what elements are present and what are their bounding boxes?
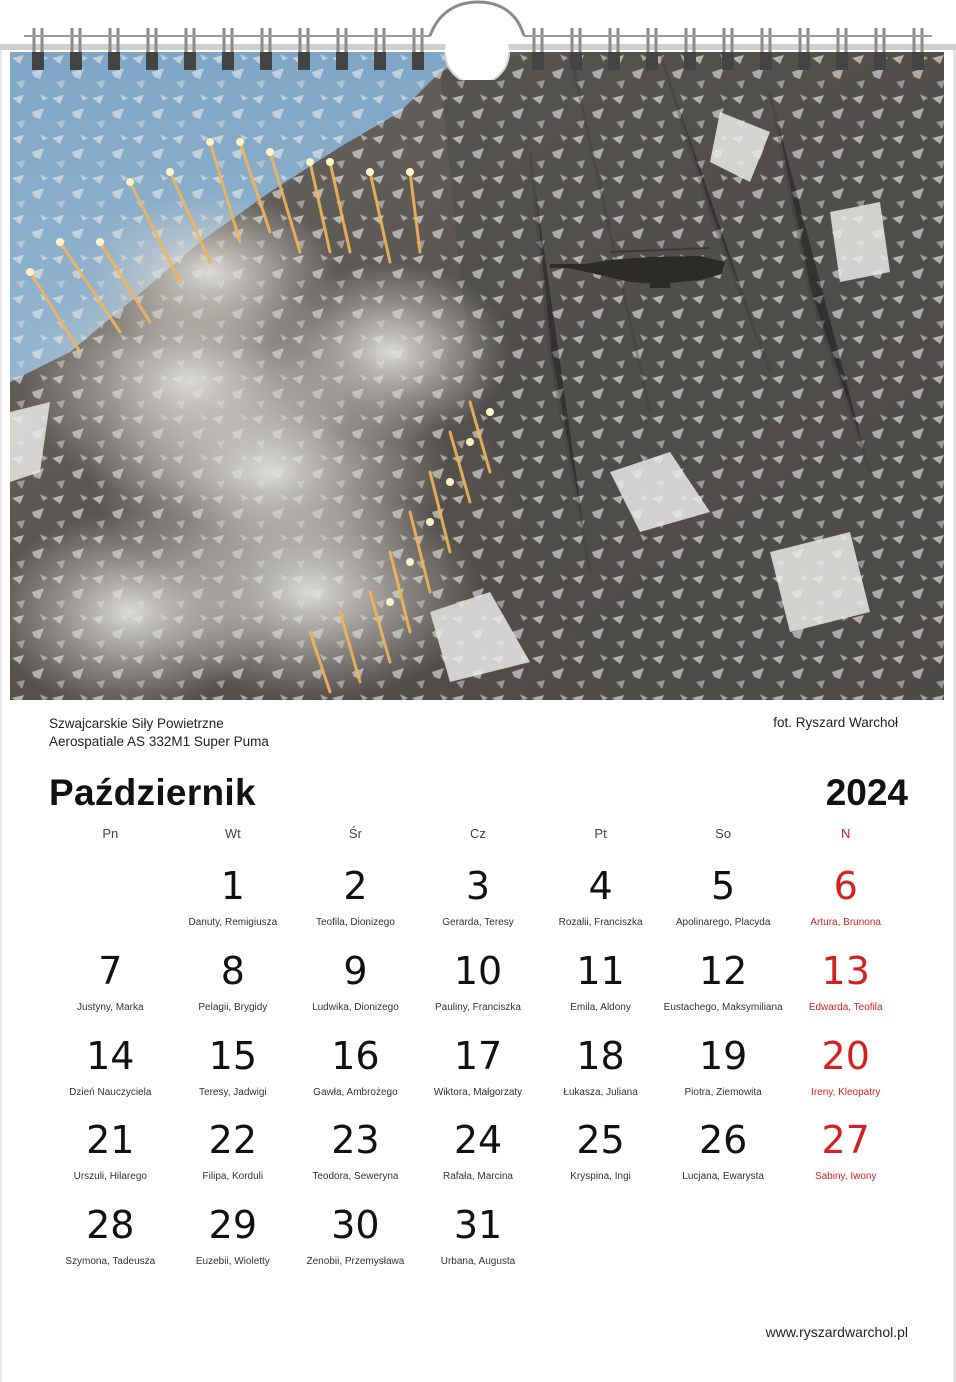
day-number: 5 bbox=[711, 864, 736, 908]
name-day-text: Rafała, Marcina bbox=[442, 1171, 513, 1183]
website-url: www.ryszardwarchol.pl bbox=[765, 1324, 908, 1340]
day-cell bbox=[417, 1116, 540, 1201]
caption-line-2: Aerospatiale AS 332M1 Super Puma bbox=[49, 734, 269, 749]
day-number: 31 bbox=[453, 1203, 503, 1248]
day-cell bbox=[662, 862, 785, 947]
day-cell bbox=[49, 1201, 172, 1286]
month-title: Październik bbox=[49, 772, 256, 813]
name-day-text: Teresy, Jadwigi bbox=[199, 1086, 267, 1098]
day-cell bbox=[784, 1032, 907, 1117]
day-number: 7 bbox=[98, 948, 123, 993]
name-day-text: Sabiny, Iwony bbox=[814, 1171, 877, 1183]
weekday-sun: N bbox=[841, 826, 851, 841]
day-cell bbox=[784, 947, 907, 1032]
name-day-text: Emila, Aldony bbox=[570, 1001, 631, 1013]
name-day-text: Teodora, Seweryna bbox=[312, 1171, 399, 1183]
name-day-text: Ludwika, Dionizego bbox=[312, 1001, 399, 1013]
day-cell bbox=[539, 1032, 662, 1117]
day-cell bbox=[417, 862, 540, 947]
day-number: 16 bbox=[331, 1033, 380, 1078]
day-cell bbox=[172, 1032, 295, 1117]
day-number: 26 bbox=[698, 1118, 748, 1163]
day-cell bbox=[294, 862, 417, 947]
day-cell bbox=[49, 1032, 172, 1117]
day-cell bbox=[662, 1032, 785, 1117]
day-cell bbox=[294, 1201, 417, 1286]
day-cell bbox=[539, 862, 662, 947]
name-day-text: Szymona, Tadeusza bbox=[65, 1256, 156, 1268]
weekday-header bbox=[49, 826, 907, 841]
day-number: 24 bbox=[453, 1118, 503, 1163]
day-number: 13 bbox=[821, 948, 870, 993]
empty-day-cell bbox=[539, 1201, 662, 1286]
day-number: 29 bbox=[208, 1203, 258, 1248]
name-day-text: Zenobii, Przemysława bbox=[306, 1256, 405, 1268]
caption-line-1: Szwajcarskie Siły Powietrzne bbox=[49, 716, 224, 731]
day-number: 2 bbox=[343, 864, 368, 908]
spiral-binding bbox=[0, 0, 956, 80]
day-cell bbox=[662, 947, 785, 1032]
day-number: 21 bbox=[86, 1118, 135, 1163]
name-day-text: Artura, Brunona bbox=[810, 917, 881, 928]
name-day-text: Piotra, Ziemowita bbox=[684, 1086, 762, 1098]
name-day-text: Gawła, Ambrożego bbox=[313, 1086, 398, 1098]
weekday-wed: Śr bbox=[348, 826, 362, 841]
day-number: 20 bbox=[821, 1033, 870, 1078]
day-number: 15 bbox=[208, 1033, 258, 1078]
weekday-tue: Wt bbox=[224, 826, 241, 841]
day-number: 23 bbox=[331, 1118, 380, 1163]
day-cell bbox=[784, 862, 907, 947]
empty-day-cell bbox=[784, 1201, 907, 1286]
name-day-text: Filipa, Korduli bbox=[202, 1171, 264, 1183]
name-day-text: Urbana, Augusta bbox=[440, 1256, 516, 1268]
name-day-text: Apolinarego, Placyda bbox=[675, 917, 771, 928]
name-day-text: Danuty, Remigiusza bbox=[188, 917, 278, 928]
day-cell bbox=[172, 1201, 295, 1286]
year-title: 2024 bbox=[825, 772, 908, 813]
name-day-text: Pelagii, Brygidy bbox=[198, 1001, 268, 1013]
day-cell bbox=[172, 862, 295, 947]
day-number: 9 bbox=[343, 948, 368, 993]
name-day-text: Kryspina, Ingi bbox=[570, 1171, 631, 1183]
day-number: 8 bbox=[220, 948, 245, 993]
name-day-text: Lucjana, Ewarysta bbox=[682, 1171, 764, 1183]
day-cell bbox=[539, 1116, 662, 1201]
photo-caption bbox=[49, 715, 269, 751]
day-number: 30 bbox=[331, 1203, 380, 1248]
day-number: 4 bbox=[588, 864, 613, 908]
name-day-text: Pauliny, Franciszka bbox=[435, 1001, 521, 1013]
empty-day-cell bbox=[662, 1201, 785, 1286]
name-day-text: Urszuli, Hilarego bbox=[73, 1171, 147, 1183]
name-day-text: Eustachego, Maksymiliana bbox=[663, 1001, 783, 1013]
calendar-photo bbox=[10, 52, 944, 700]
name-day-text: Euzebii, Wioletty bbox=[195, 1256, 270, 1268]
weekday-sat: So bbox=[715, 826, 732, 841]
day-number: 22 bbox=[208, 1118, 258, 1163]
day-cell bbox=[784, 1116, 907, 1201]
name-day-text: Gerarda, Teresy bbox=[442, 917, 514, 928]
name-day-text: Rozalii, Franciszka bbox=[558, 917, 643, 928]
day-cell bbox=[49, 1116, 172, 1201]
day-number: 17 bbox=[453, 1033, 503, 1078]
calendar-grid bbox=[49, 862, 907, 1286]
day-cell bbox=[662, 1116, 785, 1201]
name-day-text: Edwarda, Teofila bbox=[808, 1001, 883, 1013]
day-cell bbox=[417, 947, 540, 1032]
day-cell bbox=[539, 947, 662, 1032]
day-number: 12 bbox=[698, 948, 748, 993]
name-day-text: Teofila, Dionizego bbox=[315, 917, 395, 928]
day-number: 28 bbox=[86, 1203, 135, 1248]
day-cell bbox=[417, 1201, 540, 1286]
day-cell bbox=[172, 1116, 295, 1201]
name-day-text: Ireny, Kleopatry bbox=[811, 1086, 881, 1098]
name-day-text: Dzień Nauczyciela bbox=[69, 1086, 152, 1098]
day-number: 3 bbox=[465, 864, 491, 908]
weekday-fri: Pt bbox=[594, 826, 607, 841]
weekday-mon: Pn bbox=[102, 826, 119, 841]
weekday-thu: Cz bbox=[470, 826, 486, 841]
day-cell bbox=[172, 947, 295, 1032]
name-day-text: Justyny, Marka bbox=[77, 1001, 144, 1013]
day-number: 1 bbox=[220, 864, 245, 908]
day-number: 27 bbox=[821, 1118, 870, 1163]
day-number: 10 bbox=[453, 948, 503, 993]
day-cell bbox=[49, 947, 172, 1032]
day-number: 18 bbox=[576, 1033, 625, 1078]
page-left-edge bbox=[0, 46, 2, 1382]
day-cell bbox=[294, 947, 417, 1032]
photo-illustration bbox=[10, 52, 944, 700]
day-number: 14 bbox=[86, 1033, 135, 1078]
empty-day-cell bbox=[49, 862, 172, 947]
day-cell bbox=[294, 1116, 417, 1201]
day-number: 19 bbox=[698, 1033, 748, 1078]
photo-credit: fot. Ryszard Warchoł bbox=[773, 715, 898, 730]
day-number: 25 bbox=[576, 1118, 625, 1163]
name-day-text: Łukasza, Juliana bbox=[563, 1086, 638, 1098]
day-number: 11 bbox=[576, 948, 625, 993]
day-cell bbox=[294, 1032, 417, 1117]
name-day-text: Wiktora, Małgorzaty bbox=[433, 1086, 523, 1098]
day-number: 6 bbox=[833, 864, 858, 908]
day-cell bbox=[417, 1032, 540, 1117]
